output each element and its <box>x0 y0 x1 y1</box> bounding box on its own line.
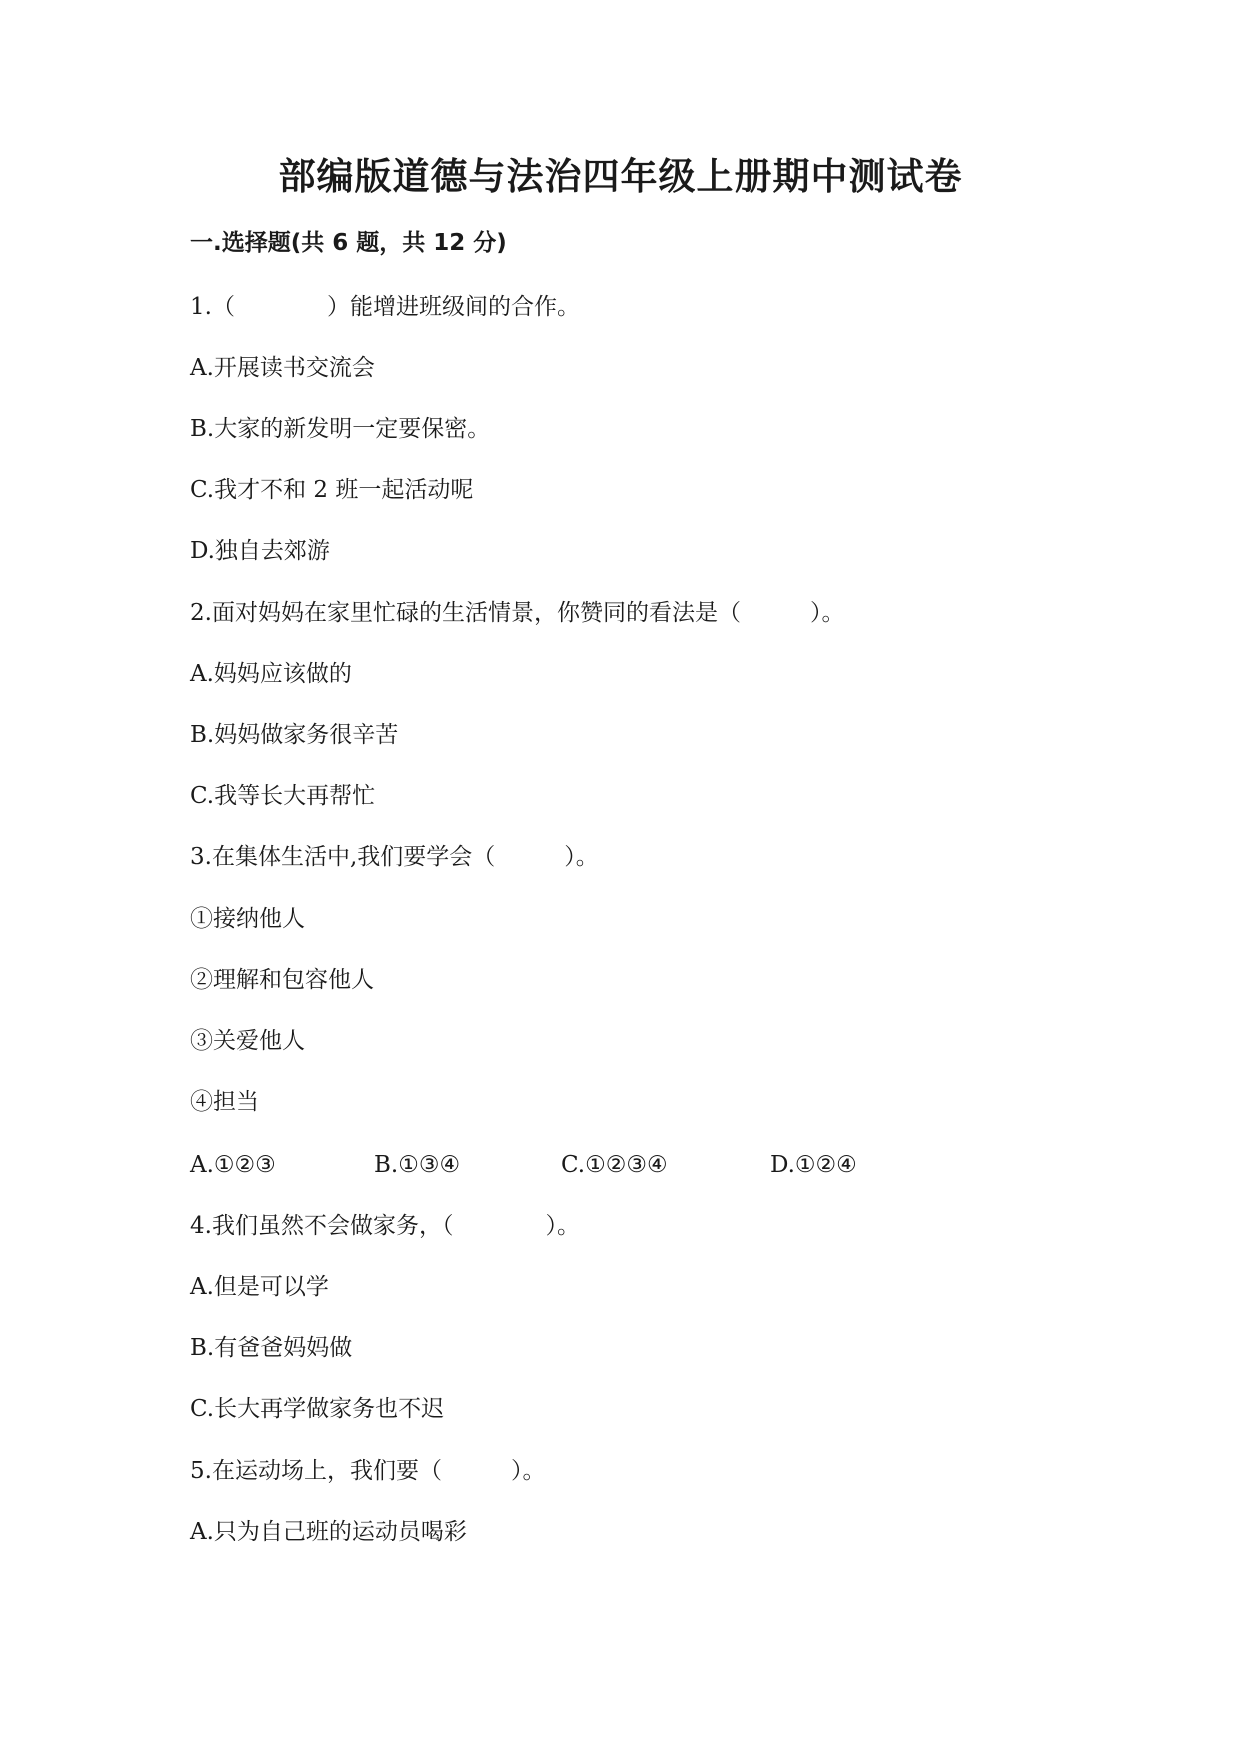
section-heading: 一.选择题(共 6 题，共 12 分) <box>190 230 507 256</box>
q1-option-a: A.开展读书交流会 <box>190 355 375 381</box>
q3-option-c: C.①②③④ <box>561 1152 668 1178</box>
question-1: 1.（ ）能增进班级间的合作。 <box>190 294 580 320</box>
question-4: 4.我们虽然不会做家务，（ ）。 <box>190 1213 580 1239</box>
q5-option-a: A.只为自己班的运动员喝彩 <box>190 1519 467 1545</box>
question-2: 2.面对妈妈在家里忙碌的生活情景，你赞同的看法是（ ）。 <box>190 600 845 626</box>
question-5: 5.在运动场上，我们要（ ）。 <box>190 1458 546 1484</box>
q4-option-a: A.但是可以学 <box>190 1274 329 1300</box>
q3-option-b: B.①③④ <box>374 1152 461 1178</box>
q3-item-4: ④担当 <box>190 1089 259 1115</box>
q2-option-c: C.我等长大再帮忙 <box>190 783 376 809</box>
q2-option-b: B.妈妈做家务很辛苦 <box>190 722 399 748</box>
q3-item-2: ②理解和包容他人 <box>190 967 374 993</box>
page-title: 部编版道德与法治四年级上册期中测试卷 <box>278 154 963 198</box>
question-3: 3.在集体生活中,我们要学会（ ）。 <box>190 844 599 870</box>
q3-option-d: D.①②④ <box>770 1152 857 1178</box>
q3-options-row <box>190 1148 990 1182</box>
q3-option-a: A.①②③ <box>190 1152 276 1178</box>
q1-option-b: B.大家的新发明一定要保密。 <box>190 416 491 442</box>
q2-option-a: A.妈妈应该做的 <box>190 661 352 687</box>
q1-option-c: C.我才不和 2 班一起活动呢 <box>190 477 474 503</box>
q3-item-1: ①接纳他人 <box>190 906 305 932</box>
q1-option-d: D.独自去郊游 <box>190 538 330 564</box>
q4-option-b: B.有爸爸妈妈做 <box>190 1335 353 1361</box>
q3-item-3: ③关爱他人 <box>190 1028 305 1054</box>
q4-option-c: C.长大再学做家务也不迟 <box>190 1396 445 1422</box>
